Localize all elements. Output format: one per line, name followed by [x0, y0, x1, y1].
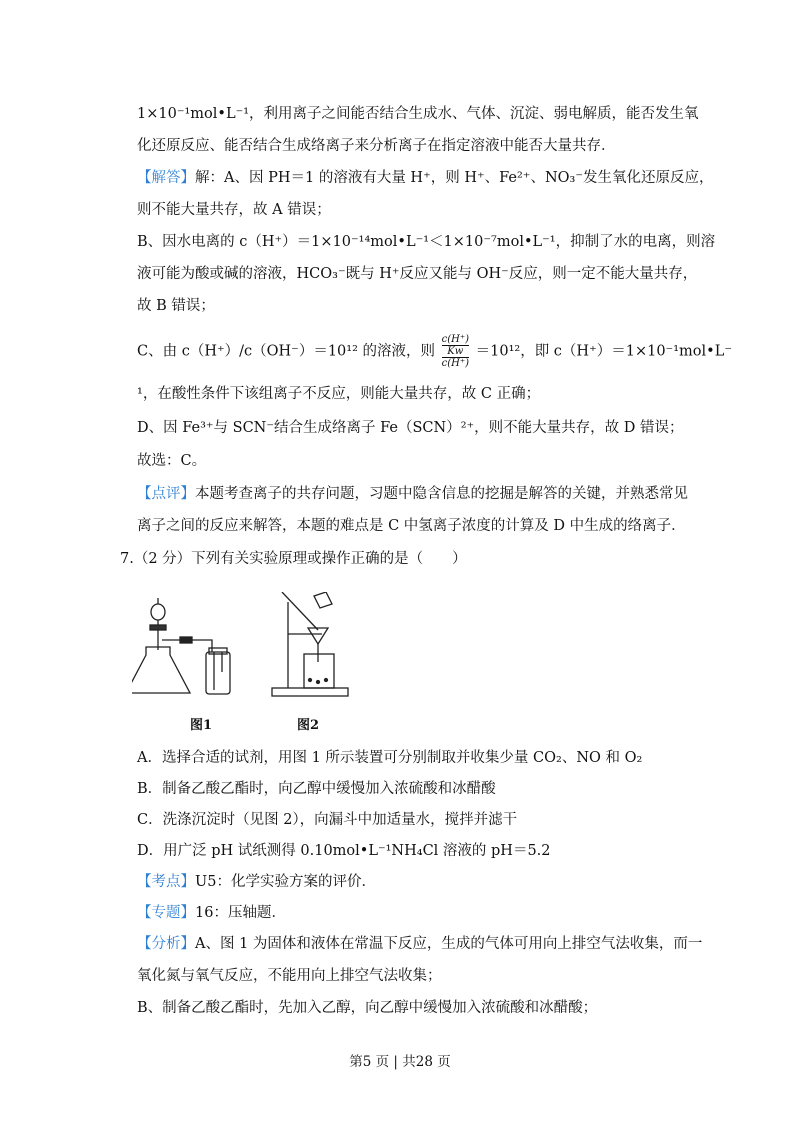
fraction-middle: Kw: [442, 345, 469, 357]
text-line: ¹，在酸性条件下该组离子不反应，则能大量共存，故 C 正确；: [137, 386, 541, 402]
fraction-denominator: c(H⁺): [441, 358, 470, 369]
figures: [132, 592, 372, 737]
page-footer: 第5 页 | 共28 页: [349, 1054, 451, 1070]
text-line: D、因 Fe³⁺与 SCN⁻结合生成络离子 Fe（SCN）²⁺，则不能大量共存，故 D 错误；: [137, 420, 684, 436]
topic-text: U5：化学实验方案的评价．: [195, 874, 376, 890]
analysis-text: A、图 1 为固体和液体在常温下反应，生成的气体可用向上排空气法收集，而一: [195, 936, 703, 952]
text-line: B、制备乙酸乙酯时，先加入乙醇，向乙醇中缓慢加入浓硫酸和冰醋酸；: [137, 1000, 598, 1016]
conical-flask: [132, 647, 190, 693]
answer-tag: 【解答】: [137, 170, 195, 186]
category-tag: 【专题】: [137, 905, 195, 921]
text-segment: ＝10¹²，即 c（H⁺）＝1×10⁻¹mol•L⁻: [475, 343, 732, 360]
option-d: D．用广泛 pH 试纸测得 0.10mol•L⁻¹NH₄Cl 溶液的 pH＝5.2: [137, 843, 551, 859]
collection-bottle: [206, 652, 230, 694]
analysis-tag: 【分析】: [137, 936, 195, 952]
text-line: 液可能为酸或碱的溶液，HCO₃⁻既与 H⁺反应又能与 OH⁻反应，则一定不能大量共存，: [137, 266, 698, 282]
fraction-numerator: c(H⁺): [441, 334, 470, 345]
topic-tag: 【考点】: [137, 874, 195, 890]
text-line: 化还原反应、能否结合生成络离子来分析离子在指定溶液中能否大量共存．: [137, 138, 616, 154]
answer-text: 解：A、因 PH＝1 的溶液有大量 H⁺，则 H⁺、Fe²⁺、NO₃⁻发生氧化还原反应，: [195, 170, 714, 186]
apparatus-diagram: [132, 592, 372, 707]
text-line: [137, 484, 688, 504]
text-line: [137, 872, 376, 892]
figure-2-label: 图2: [297, 718, 320, 733]
funnel-bulb: [151, 604, 165, 620]
filter-funnel: [308, 628, 328, 644]
text-line: 氧化氮与氧气反应，不能用向上排空气法收集；: [137, 968, 442, 984]
text-line: [137, 334, 732, 369]
fraction: [442, 334, 469, 369]
comment-tag: 【点评】: [137, 486, 195, 502]
category-text: 16：压轴题．: [195, 905, 286, 921]
option-b: B．制备乙酸乙酯时，向乙醇中缓慢加入浓硫酸和冰醋酸: [137, 781, 496, 797]
option-c: C．洗涤沉淀时（见图 2），向漏斗中加适量水，搅拌并滤干: [137, 812, 518, 828]
question-7: 7.（2 分）下列有关实验原理或操作正确的是（ ）: [120, 551, 467, 567]
text-line: 1×10⁻¹mol•L⁻¹，利用离子之间能否结合生成水、气体、沉淀、弱电解质，能否发生氧: [137, 106, 699, 122]
option-a: A．选择合适的试剂，用图 1 所示装置可分别制取并收集少量 CO₂、NO 和 O₂: [137, 750, 643, 766]
text-segment: C、由 c（H⁺）/c（OH⁻）＝10¹² 的溶液，则: [137, 343, 435, 360]
stand-base: [272, 688, 348, 696]
figure-1-label: 图1: [190, 718, 213, 733]
text-line: [137, 934, 702, 954]
text-line: 则不能大量共存，故 A 错误；: [137, 202, 331, 218]
text-line: [137, 903, 286, 923]
pouring-beaker: [314, 592, 332, 608]
text-line: 故 B 错误；: [137, 298, 215, 314]
text-line: B、因水电离的 c（H⁺）＝1×10⁻¹⁴mol•L⁻¹＜1×10⁻⁷mol•L⁻¹，抑制了水的电离，则溶: [137, 234, 716, 250]
text-line: 故选：C。: [137, 453, 207, 469]
text-line: 离子之间的反应来解答，本题的难点是 C 中氢离子浓度的计算及 D 中生成的络离子．: [137, 518, 686, 534]
text-line: [137, 168, 714, 188]
comment-text: 本题考查离子的共存问题，习题中隐含信息的挖掘是解答的关键，并熟悉常见: [195, 486, 688, 502]
